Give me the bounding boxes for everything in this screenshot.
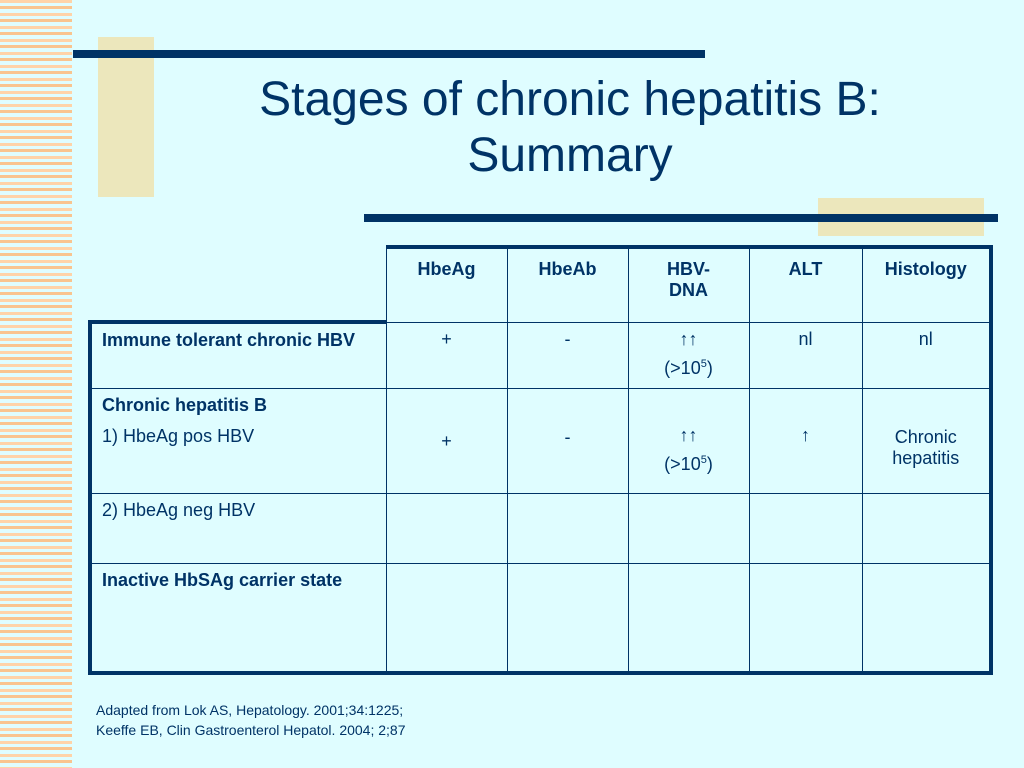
row-label-chronic-hepatitis xyxy=(90,388,386,493)
chronic-hbv-dna-exponent: 5 xyxy=(700,453,707,466)
chronic-hepatitis-sublabel: 1) HbeAg pos HBV xyxy=(102,425,255,446)
cell-chronic-histology xyxy=(862,388,991,493)
cell-neg-hbv-dna xyxy=(628,493,749,563)
chronic-hbv-dna-value xyxy=(639,454,739,475)
cell-immune-hbv-dna xyxy=(628,322,749,388)
citation-footnote xyxy=(96,700,406,740)
left-stripe-decoration xyxy=(0,0,72,768)
immune-hbv-dna-suffix: ) xyxy=(706,357,713,378)
cell-neg-hbeab xyxy=(507,493,628,563)
decorative-line-top xyxy=(73,50,705,58)
header-alt: ALT xyxy=(749,247,862,322)
cell-neg-alt xyxy=(749,493,862,563)
chronic-hbv-dna-prefix: (>10 xyxy=(664,453,701,474)
header-hbeab: HbeAb xyxy=(507,247,628,322)
citation-line2: Keeffe EB, Clin Gastroenterol Hepatol. 2004; 2;87 xyxy=(96,722,406,738)
row-label-hbeag-neg: 2) HbeAg neg HBV xyxy=(90,493,386,563)
row-label-immune-tolerant: Immune tolerant chronic HBV xyxy=(90,322,386,388)
header-hbeag: HbeAg xyxy=(386,247,507,322)
table-row-chronic-hepatitis xyxy=(90,388,991,493)
cell-inactive-hbeag xyxy=(386,563,507,673)
table-row-inactive-carrier xyxy=(90,563,991,673)
table-header-row xyxy=(90,247,991,322)
chronic-histology-line2: hepatitis xyxy=(892,447,960,468)
cell-immune-hbeag: + xyxy=(386,322,507,388)
cell-inactive-alt xyxy=(749,563,862,673)
header-hbv-dna xyxy=(628,247,749,322)
cell-chronic-hbv-dna xyxy=(628,388,749,493)
header-hbv-dna-line2: DNA xyxy=(669,280,708,300)
citation-line1: Adapted from Lok AS, Hepatology. 2001;34:1225; xyxy=(96,702,404,718)
header-hbv-dna-line1: HBV- xyxy=(666,259,710,279)
immune-hbv-dna-arrows: ↑↑ xyxy=(679,328,698,349)
cell-chronic-alt: ↑ xyxy=(749,388,862,493)
cell-inactive-histology xyxy=(862,563,991,673)
chronic-histology-line1: Chronic xyxy=(894,426,957,447)
slide-title xyxy=(140,72,1000,184)
cell-inactive-hbeab xyxy=(507,563,628,673)
cell-chronic-hbeab: - xyxy=(507,388,628,493)
cell-immune-hbeab: - xyxy=(507,322,628,388)
table-row-immune-tolerant xyxy=(90,322,991,388)
cell-neg-hbeag xyxy=(386,493,507,563)
cell-immune-histology: nl xyxy=(862,322,991,388)
header-histology: Histology xyxy=(862,247,991,322)
immune-hbv-dna-exponent: 5 xyxy=(700,357,707,370)
slide-title-line2: Summary xyxy=(467,129,673,182)
decorative-line-bottom xyxy=(364,214,998,222)
slide-title-line1: Stages of chronic hepatitis B: xyxy=(259,73,881,126)
row-label-inactive-carrier: Inactive HbSAg carrier state xyxy=(90,563,386,673)
table-row-hbeag-neg xyxy=(90,493,991,563)
chronic-hepatitis-title: Chronic hepatitis B xyxy=(102,394,268,415)
cell-neg-histology xyxy=(862,493,991,563)
immune-hbv-dna-value xyxy=(639,358,739,379)
cell-chronic-hbeag: + xyxy=(386,388,507,493)
stages-table xyxy=(88,245,993,675)
chronic-hbv-dna-arrows: ↑↑ xyxy=(679,424,698,445)
chronic-hbv-dna-suffix: ) xyxy=(706,453,713,474)
cell-immune-alt: nl xyxy=(749,322,862,388)
immune-hbv-dna-prefix: (>10 xyxy=(664,357,701,378)
cell-inactive-hbv-dna xyxy=(628,563,749,673)
table-corner-cell xyxy=(90,247,386,322)
